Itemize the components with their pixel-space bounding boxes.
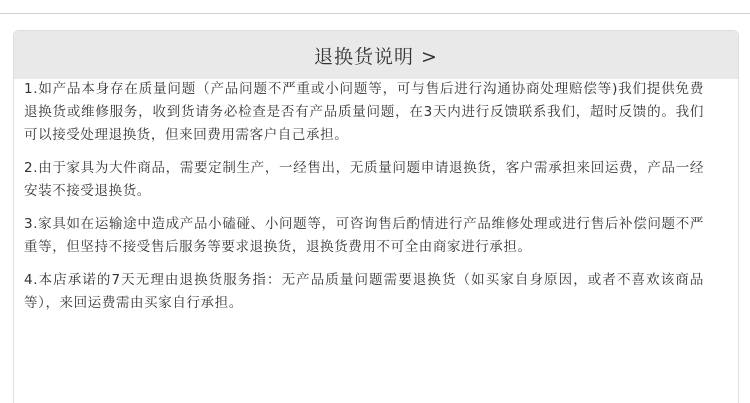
policy-content [24,78,704,325]
top-divider [0,13,750,14]
policy-clause-3: 3.家具如在运输途中造成产品小磕碰、小问题等，可咨询售后酌情进行产品维修处理或进行售后补偿问题不严重等，但坚持不接受售后服务等要求退换货，退换货费用不可全由商家进行承担。 [24,216,704,255]
policy-clause-2: 2.由于家具为大件商品，需要定制生产，一经售出，无质量问题申请退换货，客户需承担来回运费，产品一经安装不接受退换货。 [24,160,704,199]
card-title: 退换货说明 > [314,45,438,68]
policy-clause-4: 4.本店承诺的7天无理由退换货服务指：无产品质量问题需要退换货（如买家自身原因，或者不喜欢该商品等），来回运费需由买家自行承担。 [24,272,704,311]
policy-clause-1: 1.如产品本身存在质量问题（产品问题不严重或小问题等，可与售后进行沟通协商处理赔偿等)我们提供免费退换货或维修服务，收到货请务必检查是否有产品质量问题，在3天内进行反馈联系我们，超时反馈的。我们可以接受处理退换货，但来回费用需客户自己承担。 [24,81,704,143]
card-header[interactable] [14,31,738,79]
